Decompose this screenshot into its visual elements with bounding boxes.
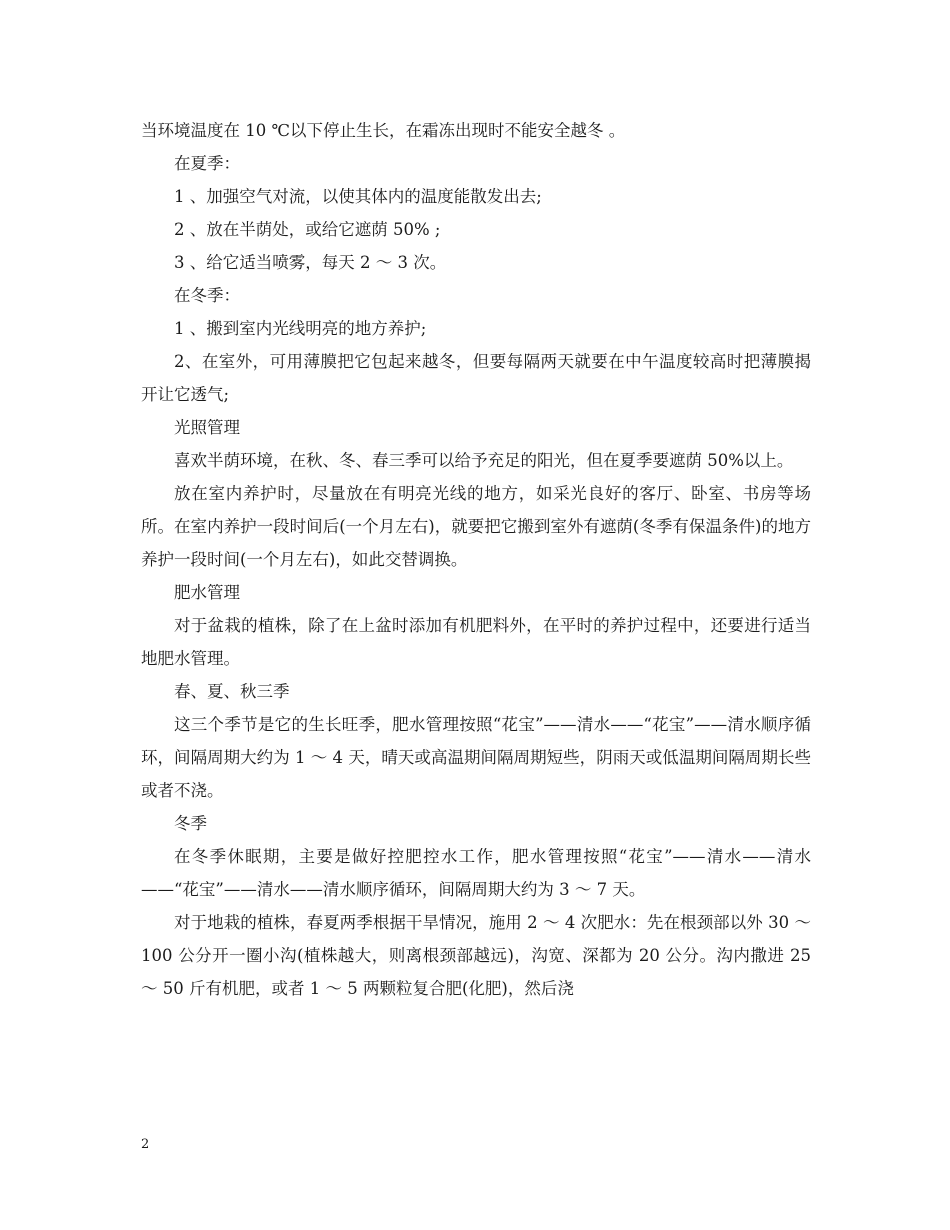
paragraph: 放在室内养护时，尽量放在有明亮光线的地方，如采光良好的客厅、卧室、书房等场所。在室内养护一段时间后(一个月左右)，就要把它搬到室外有遮荫(冬季有保温条件)的地方养护一段时间(一个月左右)，如此交替调换。 (141, 484, 811, 569)
paragraph: 2 、放在半荫处，或给它遮荫 50% ; (174, 220, 441, 239)
paragraph: 对于盆栽的植株，除了在上盆时添加有机肥料外，在平时的养护过程中，还要进行适当地肥水管理。 (141, 616, 811, 668)
paragraph: 当环境温度在 10 ℃以下停止生长，在霜冻出现时不能安全越冬 。 (141, 121, 626, 140)
paragraph: 1 、加强空气对流，以使其体内的温度能散发出去; (174, 187, 542, 206)
paragraph: 喜欢半荫环境，在秋、冬、春三季可以给予充足的阳光，但在夏季要遮荫 50%以上。 (174, 451, 794, 470)
paragraph: 春、夏、秋三季 (174, 682, 290, 701)
paragraph: 肥水管理 (174, 583, 240, 602)
paragraph: 在冬季： (174, 286, 240, 305)
paragraph: 1 、搬到室内光线明亮的地方养护; (174, 319, 427, 338)
page-number: 2 (141, 1137, 150, 1152)
paragraph: 这三个季节是它的生长旺季，肥水管理按照“花宝”——清水——“花宝”——清水顺序循环，间隔周期大约为 1 ～ 4 天，晴天或高温期间隔周期短些，阴雨天或低温期间隔周期长些或者不浇。 (141, 715, 811, 800)
paragraph: 光照管理 (174, 418, 240, 437)
paragraph: 2、在室外，可用薄膜把它包起来越冬，但要每隔两天就要在中午温度较高时把薄膜揭开让它透气; (141, 352, 811, 404)
paragraph: 对于地栽的植株，春夏两季根据干旱情况，施用 2 ～ 4 次肥水：先在根颈部以外 30 ～ 100 公分开一圈小沟(植株越大，则离根颈部越远)，沟宽、深都为 20 公分。沟内撒进 25 ～ 50 斤有机肥，或者 1 ～ 5 两颗粒复合肥(化肥)，然后浇 (141, 913, 811, 998)
paragraph: 在夏季： (174, 154, 240, 173)
document-body (141, 114, 811, 1005)
paragraph: 在冬季休眠期，主要是做好控肥控水工作，肥水管理按照“花宝”——清水——清水——“花宝”——清水——清水顺序循环，间隔周期大约为 3 ～ 7 天。 (141, 847, 811, 899)
paragraph: 3 、给它适当喷雾，每天 2 ～ 3 次。 (174, 253, 447, 272)
paragraph: 冬季 (174, 814, 207, 833)
